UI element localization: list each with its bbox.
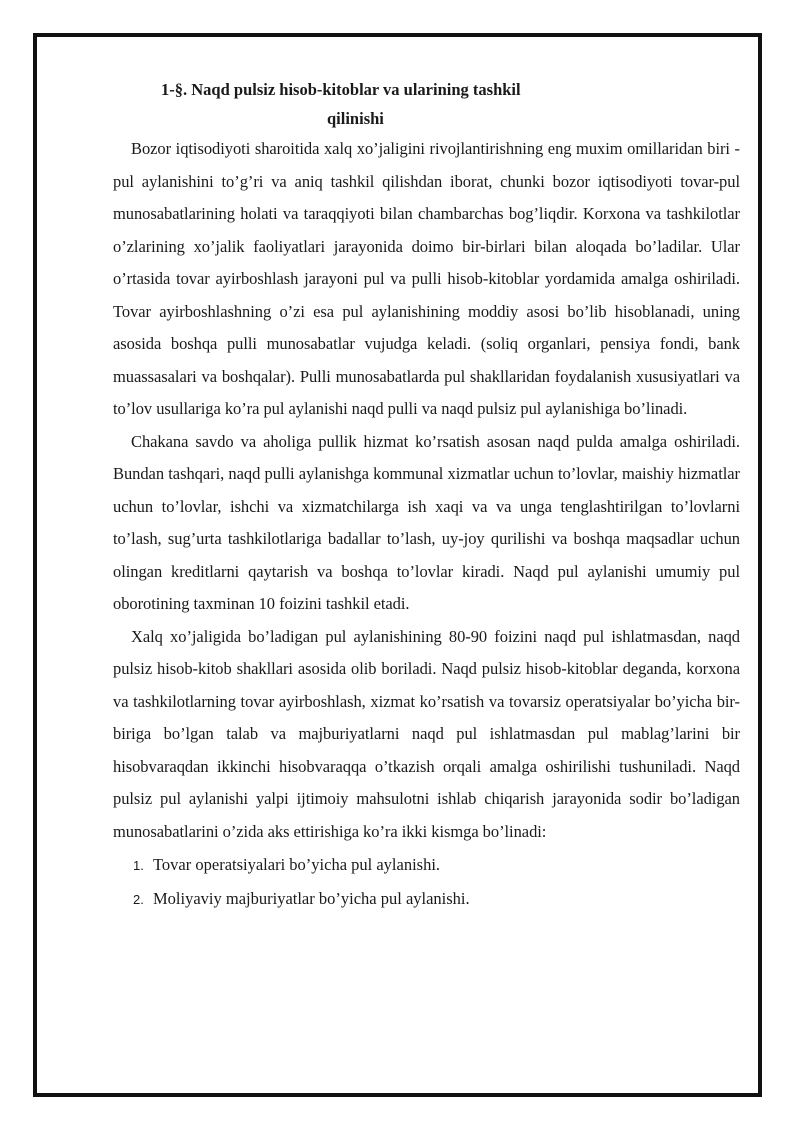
list-item-number: 1. [133, 858, 144, 873]
section-title [113, 75, 740, 133]
numbered-list [113, 848, 740, 916]
paragraph-2: Chakana savdo va aholiga pullik hizmat ko’rsatish asosan naqd pulda amalga oshiriladi. Bundan tashqari, naqd pulli aylanishga kommunal xizmatlar uchun to’lovlar, maishiy hizmatlar uchun to’lovlar, ishchi va xizmatchilarga ish xaqi va va unga tenglashtirilgan to’lovlarni to’lash, sug’urta tashkilotlariga badallar to’lash, uy-joy qurilishi va boshqa maqsadlar uchun olingan kreditlarni qaytarish va boshqa to’lovlar kiradi. Naqd pul aylanishi umumiy pul oborotining taxminan 10 foizini tashkil etadi. [113, 431, 740, 613]
document-body [113, 75, 740, 916]
title-line-2: qilinishi [327, 109, 384, 128]
list-item-number: 2. [133, 892, 144, 907]
paragraph-1: Bozor iqtisodiyoti sharoitida xalq xo’jaligini rivojlantirishning eng muxim omillaridan biri - pul aylanishini to’g’ri va aniq tashkil qilishdan iborat, chunki bozor iqtisodiyoti tovar-pul munosabatlarining holati va taraqqiyoti bilan chambarchas bog’liqdir. Korxona va tashkilotlar o’zlarining xo’jalik faoliyatlari jarayonida doimo bir-birlari bilan aloqada bo’ladilar. Ular o’rtasida tovar ayirboshlash jarayoni pul va pulli hisob-kitoblar yordamida amalga oshiriladi. Tovar ayirboshlashning o’zi esa pul aylanishining moddiy asosi bo’lib hisoblanadi, uning asosida boshqa pulli munosabatlar vujudga keladi. (soliq organlari, pensiya fondi, bank muassasalari va boshqalar). Pulli munosabatlarda pul shakllaridan foydalanish xususiyatlari va to’lov usullariga ko’ra pul aylanishi naqd pulli va naqd pulsiz pul aylanishiga bo’linadi. [113, 139, 740, 418]
paragraph-3: Xalq xo’jaligida bo’ladigan pul aylanishining 80-90 foizini naqd pul ishlatmasdan, naqd pulsiz hisob-kitob shakllari asosida olib boriladi. Naqd pulsiz hisob-kitoblar deganda, korxona va tashkilotlarning tovar ayirboshlash, xizmat ko’rsatish va tovarsiz operatsiyalar bo’yicha bir-biriga bo’lgan talab va majburiyatlarni naqd pul ishlatmasdan pul mablag’larini bir hisobvaraqdan ikkinchi hisobvaraqqa o’tkazish orqali amalga oshirilishi tushuniladi. Naqd pulsiz pul aylanishi yalpi ijtimoiy mahsulotni ishlab chiqarish jarayonida sodir bo’ladigan munosabatlarini o’zida aks ettirishiga ko’ra ikki kismga bo’linadi: [113, 626, 740, 841]
title-line-1: 1-§. Naqd pulsiz hisob-kitoblar va ularining tashkil [161, 80, 521, 99]
list-item-text: Moliyaviy majburiyatlar bo’yicha pul aylanishi. [153, 889, 470, 908]
list-item-text: Tovar operatsiyalari bo’yicha pul aylanishi. [153, 855, 441, 874]
list-item [113, 882, 740, 916]
list-item [113, 848, 740, 882]
